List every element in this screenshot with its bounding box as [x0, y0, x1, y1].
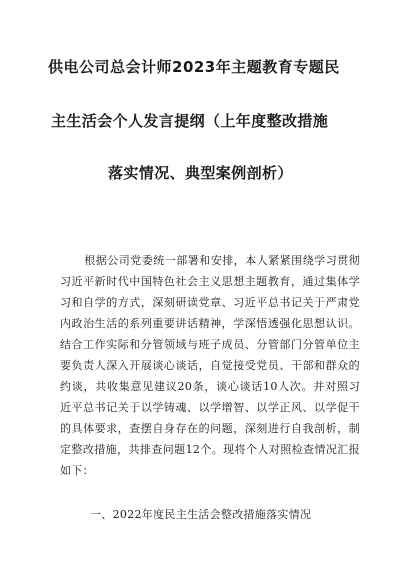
document-body: [60, 250, 360, 481]
intro-paragraph: 根据公司党委统一部署和安排，本人紧紧围绕学习贯彻习近平新时代中国特色社会主义思想主题教育，通过集体学习和自学的方式，深刻研读党章、习近平总书记关于严肃党内政治生活的系列重要讲话精神，学深悟透强化思想认识。结合工作实际和分管领域与班子成员、分管部门分管单位主要负责人深入开展谈心谈话，自觉接受党员、干部和群众的约谈，共收集意见建议20条，谈心谈话10人次。并对照习近平总书记关于以学铸魂、以学增智、以学正风、以学促干的具体要求，查摆自身存在的问题，深刻进行自我剖析，制定整改措施，共排查问题12个。现将个人对照检查情况汇报如下：: [60, 254, 360, 477]
section-heading-1: 一、2022年度民主生活会整改措施落实情况: [90, 508, 312, 521]
title-line-1: 供电公司总会计师2023年主题教育专题民: [48, 58, 340, 76]
title-line-2: 主生活会个人发言提纲（上年度整改措施: [51, 112, 329, 130]
title-line-3: 落实情况、典型案例剖析）: [108, 164, 293, 182]
